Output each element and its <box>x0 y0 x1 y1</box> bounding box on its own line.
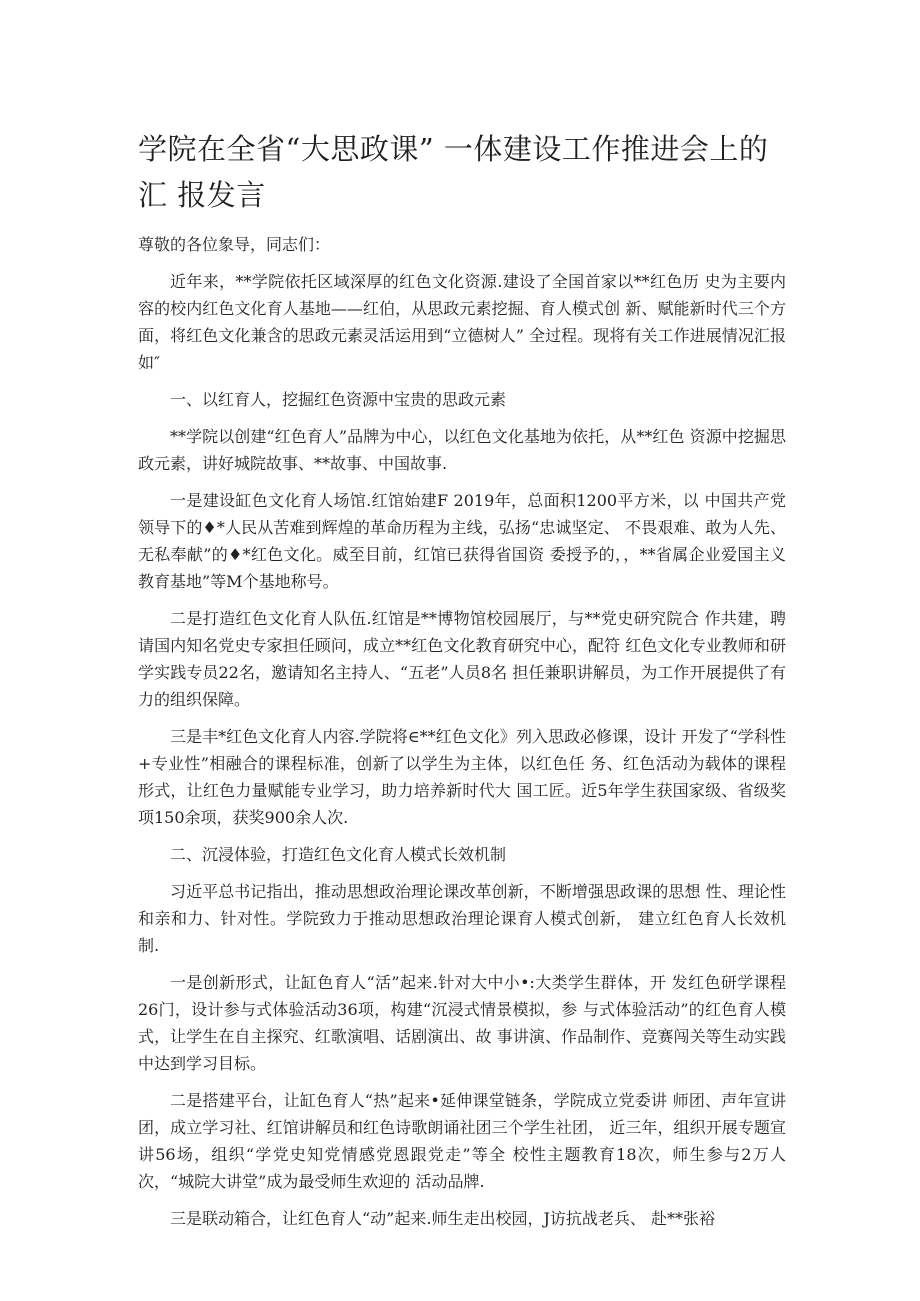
document-title: 学院在全省“大思政课” 一体建设工作推进会上的汇 报发言 <box>138 132 769 212</box>
section-heading-1: 一、以红育人，挖掘红色资源中宝贵的思政元素 <box>170 390 507 409</box>
paragraph: 一是建设缸色文化育人场馆.红馆始建F 2019年，总面积1200平方米，以 中国共产党领导下的♦*人民从苦难到辉煌的革命历程为主线，弘扬“忠诚坚定、 不畏艰难、敢为人先、无私奉献”的♦*红色文化。威至目前，红馆已获得省国资 委授予的，，**省属企业爱国主义教育基地”等M个基地称号。 <box>138 491 786 591</box>
paragraph: 三是丰*红色文化育人内容.学院将∈**红色文化》列入思政必修课，设计 开发了“学科性+专业性”相融合的课程标准，创新了以学生为主体，以红色任 务、红色活动为载体的课程形式，让红色力量赋能专业学习，助力培养新时代大 国工匠。近5年学生获国家级、省级奖项150余项，获奖900余人次. <box>138 727 786 827</box>
paragraph: 二是打造红色文化育人队伍.红馆是**博物馆校园展厅，与**党史研究院合 作共建，聘请国内知名党史专家担任顾问，成立**红色文化教育研究中心，配符 红色文化专业教师和研学实践专员22名，邀请知名主持人、“五老”人员8名 担任兼职讲解员，为工作开展提供了有力的组织保障。 <box>138 609 786 709</box>
paragraph-intro: 近年来，**学院依托区域深厚的红色文化资源.建设了全国首家以**红色历 史为主要内容的校内红色文化育人基地——红伯，从思政元素挖掘、育人模式创 新、赋能新时代三个方面，将红色文化兼含的思政元素灵活运用到“立德树人” 全过程。现将有关工作进展情况汇报如″ <box>138 272 786 372</box>
paragraph: 三是联动箱合，让红色育人“动”起来.师生走出校园，J访抗战老兵、 赴**张裕 <box>170 1209 715 1228</box>
salutation: 尊敬的各位象导，同志们： <box>138 235 331 254</box>
paragraph: 一是创新形式，让缸色育人“活”起来.针对大中小•:大类学生群体，开 发红色研学课程26门，设计参与式体验活动36项，构建“沉浸式情景模拟，参 与式体验活动”的红色育人模式，让学生在自主探究、红歌演唱、话剧演出、故 事讲演、作品制作、竞赛闯关等生动实践中达到学习目标。 <box>138 973 786 1073</box>
document-body <box>138 231 786 1242</box>
section-heading-2: 二、沉浸体验，打造红色文化育人模式长效机制 <box>170 845 507 864</box>
paragraph: 习近平总书记指出，推动思想政治理论课改革创新，不断增强思政课的思想 性、理论性和亲和力、针对性。学院致力于推动思想政治理论课育人模式创新， 建立红色育人长效机制. <box>138 882 786 955</box>
paragraph: **学院以创建“红色育人”品牌为中心，以红色文化基地为依托，从**红色 资源中挖掘思政元素，讲好城院故事、**故事、中国故事. <box>138 427 786 473</box>
paragraph: 二是搭建平台，让缸色育人“热”起来•延伸课堂链条，学院成立党委讲 师团、声年宣讲团，成立学习社、红馆讲解员和红色诗歌朗诵社团三个学生社团， 近三年，组织开展专题宣讲56场，组织“学党史知党情感党恩跟党走”等全 校性主题教育18次，师生参与2万人次，“城院大讲堂”成为最受师生欢迎的 活动品牌. <box>138 1091 786 1191</box>
